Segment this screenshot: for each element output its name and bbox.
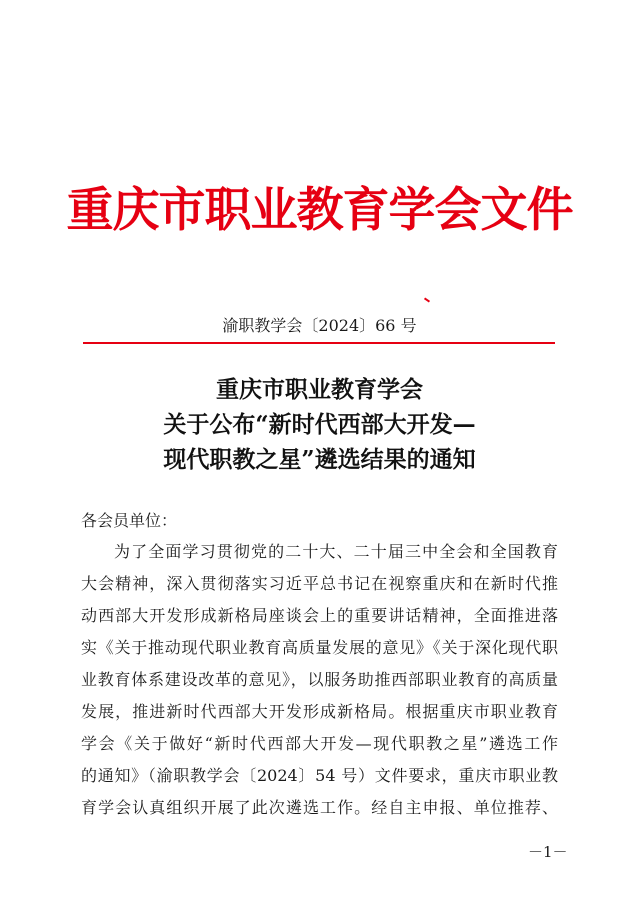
body-line: 业教育体系建设改革的意见》，以服务助推西部职业教育的高质量 — [81, 670, 558, 689]
document-number: 渝职教学会〔2024〕66 号 — [222, 316, 417, 335]
notice-title — [0, 372, 639, 477]
body-line: 的通知》（渝职教学会〔2024〕54 号）文件要求，重庆市职业教 — [81, 766, 558, 785]
red-divider-line — [83, 342, 555, 344]
page-number: －1－ — [528, 843, 568, 861]
notice-title-line: 现代职教之星”遴选结果的通知 — [163, 446, 476, 473]
red-header-title: 重庆市职业教育学会文件 — [66, 183, 573, 238]
notice-title-line: 重庆市职业教育学会 — [216, 376, 423, 403]
body-line: 发展，推进新时代西部大开发形成新格局。根据重庆市职业教育 — [81, 702, 558, 721]
notice-title-line: 关于公布“新时代西部大开发— — [163, 411, 476, 438]
body-line: 实《关于推动现代职业教育高质量发展的意见》《关于深化现代职 — [81, 638, 558, 657]
body-line: 育学会认真组织开展了此次遴选工作。经自主申报、单位推荐、 — [81, 798, 558, 817]
body-line: 大会精神，深入贯彻落实习近平总书记在视察重庆和在新时代推 — [81, 574, 558, 593]
body-line: 动西部大开发形成新格局座谈会上的重要讲话精神，全面推进落 — [81, 606, 558, 625]
body-line: 为了全面学习贯彻党的二十大、二十届三中全会和全国教育 — [114, 542, 558, 561]
body-line: 学会《关于做好“新时代西部大开发—现代职教之星”遴选工作 — [81, 734, 558, 753]
red-mark — [424, 297, 430, 302]
salutation: 各会员单位： — [81, 511, 178, 530]
